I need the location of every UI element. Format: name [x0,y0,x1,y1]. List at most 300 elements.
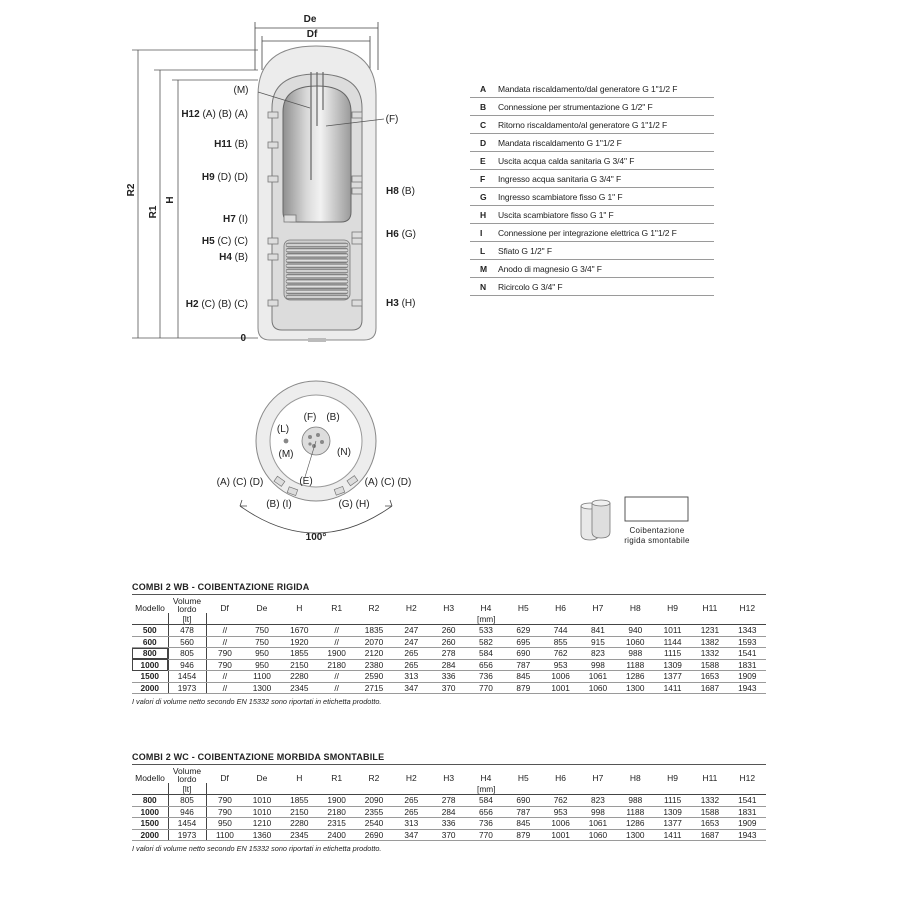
legend-row [470,206,714,224]
legend-code: C [480,119,487,130]
df-label: Df [306,29,318,40]
top-view-bottom-left: (B) (I) [266,499,292,510]
dimension-cell: 750 [243,636,280,648]
dimension-cell: 1687 [691,682,728,694]
table-row [132,648,766,660]
dimension-cell: 313 [393,671,430,683]
left-height-label: H7 (I) [222,214,248,225]
dimension-cell: 736 [467,671,504,683]
dimension-cell: 370 [430,682,467,694]
table-footnote: I valori di volume netto secondo EN 15332 sono riportati in etichetta prodotto. [132,697,382,706]
dimension-cell: 1210 [243,818,280,830]
legend-code: A [480,83,487,94]
dimension-cell: 2120 [355,648,392,660]
legend-row [470,152,714,170]
volume-cell: 1973 [168,829,206,841]
dimension-cell: 953 [542,659,579,671]
volume-cell: 1454 [168,818,206,830]
dimension-cell: 1382 [691,636,728,648]
dimension-cell: 1920 [281,636,318,648]
zero-label: 0 [240,333,246,344]
dimension-cell: 879 [505,829,542,841]
dimension-cell: 823 [579,795,616,807]
dimension-cell: 584 [467,795,504,807]
h-label: H [165,196,176,204]
right-height-label: H8 (B) [386,186,415,197]
dimension-column-header: De [256,603,268,613]
dimension-cell: 370 [430,829,467,841]
dimension-cell: 656 [467,659,504,671]
coil-turn [286,290,348,294]
legend-code: G [480,191,487,202]
dimension-cell: 879 [505,682,542,694]
legend-row [470,224,714,242]
dimension-column-header: H11 [702,773,718,783]
dimension-column-header: H6 [555,603,567,613]
table-footnote: I valori di volume netto secondo EN 15332 sono riportati in etichetta prodotto. [132,844,382,853]
dimension-cell: 1115 [654,795,691,807]
tank-side-view [258,46,376,342]
legend-row [470,116,714,134]
dimension-cell: 950 [206,818,243,830]
dimension-column-header: H8 [629,773,641,783]
dimension-column-header: H2 [405,773,417,783]
left-height-labels [181,109,248,310]
dimension-cell: 790 [206,659,243,671]
unit-spacer [132,613,168,625]
volume-cell: 1973 [168,682,206,694]
dimension-cell: 313 [393,818,430,830]
angle-label: 100° [305,532,327,543]
top-view-f-label: (F) [303,412,317,423]
legend-code: I [480,227,483,238]
dimension-cell: 336 [430,671,467,683]
dimension-cell: 347 [393,829,430,841]
legend-description: Mandata riscaldamento/dal generatore G 1"1/2 F [498,83,678,94]
dimension-cell: 1061 [579,671,616,683]
dimension-cell: 762 [542,795,579,807]
dimension-cell: 247 [393,625,430,637]
dimension-cell: 1943 [729,682,766,694]
dimension-cell: 1831 [729,806,766,818]
volume-cell: 805 [168,795,206,807]
top-view-n-label: (N) [337,447,351,458]
legend-row [470,188,714,206]
dimension-cell: 265 [393,806,430,818]
dimension-cell: 845 [505,671,542,683]
dimension-cell: 1001 [542,829,579,841]
volume-cell: 946 [168,659,206,671]
right-height-label: H6 (G) [386,229,417,240]
coil-turn [286,243,348,247]
r1-label: R1 [148,205,159,219]
dimension-cell: 915 [579,636,616,648]
table-row [132,636,766,648]
dimension-cell: 1653 [691,818,728,830]
dimension-column-header: H3 [443,603,455,613]
legend-description: Connessione per strumentazione G 1/2" F [498,101,653,112]
table-row [132,818,766,830]
dimension-cell: 265 [393,648,430,660]
dimension-cell: 1006 [542,671,579,683]
table-row [132,625,766,637]
legend-row [470,98,714,116]
dimension-column-header: H5 [517,773,529,783]
table-title: COMBI 2 WB - COIBENTAZIONE RIGIDA [132,582,766,595]
legend-code: B [480,101,487,112]
dimension-cell: 690 [505,795,542,807]
model-cell: 1000 [132,806,168,818]
volume-column-header [168,595,206,613]
dimension-cell: 1588 [691,659,728,671]
legend-description: Uscita scambiatore fisso G 1" F [498,209,614,220]
legend-description: Anodo di magnesio G 3/4" F [498,263,602,274]
dimension-cell: 1100 [206,829,243,841]
dimension-cell: 1670 [281,625,318,637]
dimension-column-header: H9 [667,773,679,783]
dimension-column-header: H [296,603,303,613]
dimension-cell: 841 [579,625,616,637]
dimension-column-header: H7 [592,773,604,783]
dimension-cell: 2400 [318,829,355,841]
dimension-cell: 1188 [617,806,654,818]
dimension-cell: 584 [467,648,504,660]
model-cell: 1500 [132,818,168,830]
dimension-cell: 1300 [617,682,654,694]
dimension-cell: 1309 [654,806,691,818]
dimension-cell: 770 [467,682,504,694]
dimension-cell: 790 [206,648,243,660]
dimension-cell: 1377 [654,818,691,830]
dimension-cell: 770 [467,829,504,841]
dimension-table [132,765,766,841]
dimension-cell: 1001 [542,682,579,694]
dimension-cell: 690 [505,648,542,660]
left-height-label: H12 (A) (B) (A) [181,109,248,120]
dimension-cell: 790 [206,806,243,818]
dimension-cell: 845 [505,818,542,830]
dimension-cell: 736 [467,818,504,830]
dimension-cell: 2355 [355,806,392,818]
dimension-cell: 1855 [281,795,318,807]
model-column-header: Modello [135,773,165,783]
volume-header-line1: Volume [172,596,202,606]
legend-description: Sfiato G 1/2" F [498,245,552,256]
dimension-cell: 787 [505,659,542,671]
table-row [132,659,766,671]
table-row [132,829,766,841]
tank-top-view [240,381,392,533]
dimension-column-header: H9 [667,603,679,613]
dimension-cell: 2540 [355,818,392,830]
dimension-column-header: Df [220,773,229,783]
volume-column-header [168,765,206,783]
top-view-right-group: (A) (C) (D) [364,477,412,488]
dimension-cell: 695 [505,636,542,648]
coil-turn [286,259,348,263]
dimension-cell: 988 [617,648,654,660]
dimension-cell: 1831 [729,659,766,671]
dimension-cell: 2150 [281,659,318,671]
dimension-column-header: H11 [702,603,718,613]
dimension-cell: 1011 [654,625,691,637]
dimension-cell: 278 [430,648,467,660]
table-row [132,682,766,694]
unit-spacer [132,783,168,795]
right-height-label: H3 (H) [386,298,416,309]
dimension-column-header: Df [220,603,229,613]
dimension-cell: // [206,671,243,683]
dimension-cell: 2590 [355,671,392,683]
left-height-label: H11 (B) [214,139,248,150]
dimension-cell: 823 [579,648,616,660]
dimension-cell: 1231 [691,625,728,637]
dimension-cell: 950 [243,659,280,671]
dimension-cell: 247 [393,636,430,648]
dimension-cell: 1855 [281,648,318,660]
m-callout: (M) [233,85,249,96]
legend-row [470,278,714,296]
dimension-column-header: H4 [480,773,492,783]
dimension-cell: 533 [467,625,504,637]
soft-insulation-icon [581,500,610,540]
connection-legend [470,80,714,296]
dimension-cell: 656 [467,806,504,818]
dimension-cell: // [318,671,355,683]
dimension-table [132,595,766,694]
r2-label: R2 [126,183,137,197]
dimension-cell: 260 [430,625,467,637]
table-row [132,671,766,683]
left-height-label: H5 (C) (C) [201,236,248,247]
rigid-insulation-icon [625,497,688,521]
dimension-cell: 940 [617,625,654,637]
table-title: COMBI 2 WC - COIBENTAZIONE MORBIDA SMONTABILE [132,752,766,765]
dimension-cell: 744 [542,625,579,637]
dimension-cell: 2280 [281,818,318,830]
de-label: De [303,14,317,25]
volume-cell: 560 [168,636,206,648]
dimension-column-header: H [296,773,303,783]
dimension-cell: 1286 [617,818,654,830]
dimension-cell: // [318,625,355,637]
insulation-label [622,526,692,546]
volume-cell: 478 [168,625,206,637]
coil-turn [286,248,348,252]
dimension-cell: 1835 [355,625,392,637]
legend-code: D [480,137,487,148]
legend-row [470,242,714,260]
dimension-cell: 1144 [654,636,691,648]
legend-description: Ricircolo G 3/4" F [498,281,563,292]
table-header-row [132,765,766,783]
coil-turn [286,253,348,257]
dimension-cell: // [318,636,355,648]
dimension-column-header: H2 [405,603,417,613]
coil-turn [286,285,348,289]
dimension-cell: 1010 [243,806,280,818]
volume-header-line2: lordo [177,604,197,613]
legend-description: Ingresso scambiatore fisso G 1" F [498,191,623,202]
legend-description: Ritorno riscaldamento/al generatore G 1"1/2 F [498,119,668,130]
dimension-cell: 953 [542,806,579,818]
dimension-cell: 1061 [579,818,616,830]
dimension-cell: 998 [579,806,616,818]
volume-unit: [lt] [168,783,206,795]
dimension-cell: 2690 [355,829,392,841]
dimension-cell: 582 [467,636,504,648]
dimension-cell: 1593 [729,636,766,648]
dimension-cell: 1115 [654,648,691,660]
dimension-cell: 1309 [654,659,691,671]
dimension-column-header: R1 [331,773,343,783]
dimension-cell: 1300 [617,829,654,841]
top-view-left-group: (A) (C) (D) [216,477,264,488]
dimension-cell: 284 [430,806,467,818]
dimension-cell: 790 [206,795,243,807]
dimension-cell: 1588 [691,806,728,818]
dimension-cell: 2345 [281,829,318,841]
dimension-cell: 2090 [355,795,392,807]
dimension-column-header: R2 [368,603,380,613]
legend-code: F [480,173,486,184]
dimension-cell: 1360 [243,829,280,841]
dimension-cell: // [206,625,243,637]
dimension-column-header: H6 [555,773,567,783]
dimension-cell: 1332 [691,648,728,660]
model-cell: 1000 [132,659,168,671]
dimension-cell: 1060 [617,636,654,648]
dimension-cell: 265 [393,795,430,807]
dimension-column-header: H8 [629,603,641,613]
dimension-unit: [mm] [206,613,766,625]
dimension-cell: 1653 [691,671,728,683]
dimension-cell: 1377 [654,671,691,683]
dimension-cell: 260 [430,636,467,648]
dimension-unit: [mm] [206,783,766,795]
dimension-cell: 750 [243,625,280,637]
dimension-cell: 1006 [542,818,579,830]
legend-row [470,134,714,152]
dimension-cell: 2150 [281,806,318,818]
dimension-column-header: H12 [739,603,756,613]
table-row [132,795,766,807]
model-cell: 800 [132,795,168,807]
dimension-cell: 762 [542,648,579,660]
legend-description: Mandata riscaldamento G 1"1/2 F [498,137,622,148]
dimension-cell: 1411 [654,829,691,841]
dimension-cell: 1343 [729,625,766,637]
legend-description: Connessione per integrazione elettrica G 1"1/2 F [498,227,677,238]
dimension-cell: 1300 [243,682,280,694]
dimension-cell: 347 [393,682,430,694]
dimension-cell: // [206,682,243,694]
model-column-header: Modello [135,603,165,613]
legend-row [470,80,714,98]
top-view-e-label: (E) [299,476,313,487]
legend-row [470,170,714,188]
dimension-cell: 1188 [617,659,654,671]
dimension-cell: 1060 [579,682,616,694]
dimension-column-header: R2 [368,773,380,783]
dimension-cell: 2715 [355,682,392,694]
dimension-cell: 787 [505,806,542,818]
left-height-label: H4 (B) [219,252,248,263]
left-height-label: H2 (C) (B) (C) [185,299,248,310]
dimension-cell: 1687 [691,829,728,841]
dimension-cell: 629 [505,625,542,637]
table-row [132,806,766,818]
model-cell: 500 [132,625,168,637]
dimension-cell: 2180 [318,659,355,671]
legend-code: L [480,245,486,256]
legend-code: E [480,155,486,166]
model-cell: 800 [132,648,168,660]
dimension-cell: 278 [430,795,467,807]
volume-header-line2: lordo [177,774,197,783]
dimension-column-header: R1 [331,603,343,613]
volume-cell: 946 [168,806,206,818]
legend-description: Uscita acqua calda sanitaria G 3/4" F [498,155,635,166]
wc-dimension-table [132,752,766,853]
dimension-cell: 1286 [617,671,654,683]
insulation-label-line1: Coibentazione [629,526,685,535]
dimension-cell: // [318,682,355,694]
dimension-cell: 1541 [729,795,766,807]
coil-turn [286,295,348,299]
right-height-labels [386,186,416,309]
dimension-column-header: H12 [739,773,756,783]
volume-cell: 1454 [168,671,206,683]
dimension-cell: 284 [430,659,467,671]
coil-turn [286,279,348,283]
dimension-cell: 1900 [318,648,355,660]
volume-header-line1: Volume [172,766,202,776]
dimension-cell: 2345 [281,682,318,694]
volume-cell: 805 [168,648,206,660]
model-cell: 2000 [132,682,168,694]
dimension-cell: 1010 [243,795,280,807]
dimension-cell: 1909 [729,818,766,830]
heat-exchanger-coil [284,240,350,300]
dimension-cell: 988 [617,795,654,807]
table-unit-row [132,783,766,795]
dimension-cell: 1100 [243,671,280,683]
dimension-column-header: H4 [480,603,492,613]
top-view-m-label: (M) [278,449,294,460]
top-view-bottom-right: (G) (H) [338,499,370,510]
top-view-b-label: (B) [326,412,340,423]
dimension-cell: 1541 [729,648,766,660]
coil-turn [286,269,348,273]
wb-dimension-table [132,582,766,706]
top-view-l-label: (L) [276,424,290,435]
dimension-column-header: H7 [592,603,604,613]
legend-description: Ingresso acqua sanitaria G 3/4" F [498,173,622,184]
insulation-label-line2: rigida smontabile [624,536,690,545]
dimension-cell: // [206,636,243,648]
coil-turn [286,264,348,268]
volume-unit: [lt] [168,613,206,625]
model-cell: 2000 [132,829,168,841]
dimension-cell: 2070 [355,636,392,648]
dimension-cell: 2315 [318,818,355,830]
table-unit-row [132,613,766,625]
dimension-cell: 1332 [691,795,728,807]
dimension-column-header: H5 [517,603,529,613]
dimension-cell: 336 [430,818,467,830]
model-cell: 600 [132,636,168,648]
